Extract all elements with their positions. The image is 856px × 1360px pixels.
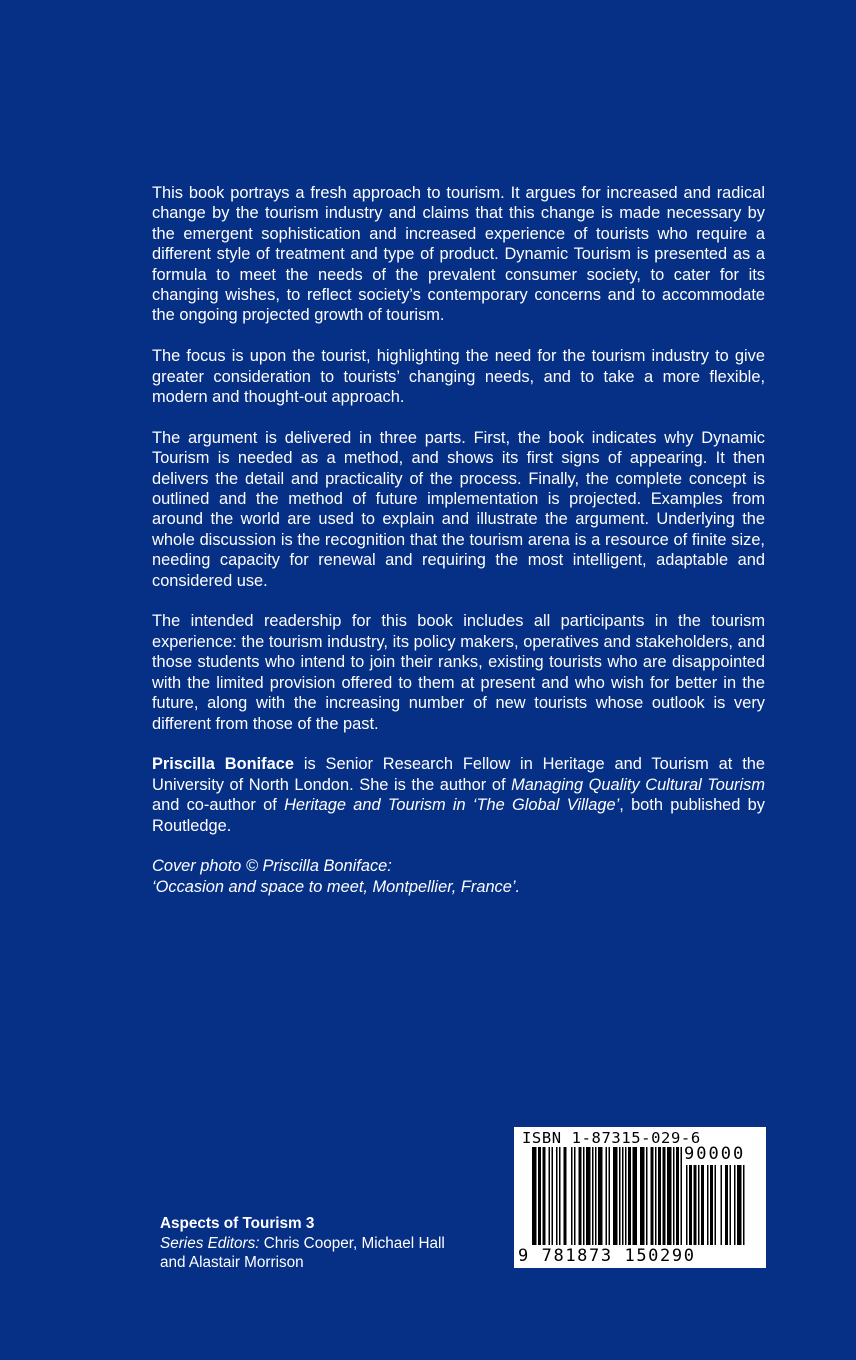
barcode-bar xyxy=(686,1165,688,1245)
series-editors-label: Series Editors: xyxy=(160,1234,260,1252)
barcode-bar xyxy=(646,1147,648,1245)
barcode-bar xyxy=(721,1165,723,1245)
barcode-bar xyxy=(592,1147,594,1245)
barcode-bar xyxy=(619,1147,621,1245)
barcode-bar xyxy=(681,1147,683,1245)
blurb-paragraph-3: The argument is delivered in three parts. First, the book indicates why Dynamic Tourism is needed as a method, and shows its first signs of appearing. It then delivers the detail and practicality of the process. Finally, the complete concept is outlined and the method of future implementation is projected. Examples from around the world are used to explain and illustrate the argument. Underlying the whole discussion is the recognition that the tourism arena is a resource of finite size, needing capacity for renewal and requiring the most intelligent, adaptable and considered use. xyxy=(152,428,765,590)
barcode-bar xyxy=(628,1147,631,1245)
barcode-addon-digits: 90000 xyxy=(684,1144,746,1164)
barcode-bar xyxy=(707,1165,709,1245)
author-book-1: Managing Quality Cultural Tourism xyxy=(511,775,765,794)
barcode-bar xyxy=(574,1147,576,1245)
author-book-2: Heritage and Tourism in ‘The Global Village’ xyxy=(284,796,620,815)
barcode-bar xyxy=(552,1147,554,1245)
barcode-bar xyxy=(667,1147,672,1245)
barcode-bar xyxy=(606,1147,608,1245)
barcode-bar xyxy=(651,1147,654,1245)
barcode-bar xyxy=(694,1165,697,1245)
ean-barcode-bars xyxy=(532,1147,682,1247)
barcode-bar xyxy=(730,1165,732,1245)
barcode-bar xyxy=(701,1165,704,1245)
barcode-bar xyxy=(734,1165,736,1245)
barcode-bar xyxy=(579,1147,582,1245)
barcode-bar xyxy=(559,1147,561,1245)
addon-barcode-bars xyxy=(686,1165,764,1247)
barcode-bar xyxy=(737,1165,742,1245)
barcode-bar xyxy=(655,1147,657,1245)
barcode-bar xyxy=(609,1147,611,1245)
barcode-bar xyxy=(564,1147,567,1245)
barcode-bar xyxy=(640,1147,645,1245)
blurb-paragraph-2: The focus is upon the tourist, highlighting the need for the tourism industry to give greater consideration to tourists’ changing needs, and to take a more flexible, modern and thought-out approach. xyxy=(152,347,765,407)
barcode-bar xyxy=(583,1147,585,1245)
author-bio-text-1: is Senior Research Fellow in Heritage and Tourism at the University of North London. She is the author of xyxy=(152,755,765,794)
series-editors-line-2: and Alastair Morrison xyxy=(160,1254,304,1271)
barcode-bar xyxy=(658,1147,661,1245)
barcode-bar xyxy=(532,1147,537,1245)
series-info xyxy=(160,1214,445,1273)
isbn-number: ISBN 1-87315-029-6 xyxy=(522,1129,701,1147)
barcode-bar xyxy=(556,1147,558,1245)
blurb-paragraph-4: The intended readership for this book includes all participants in the tourism experience: the tourism industry, its policy makers, operatives and stakeholders, and those students who intend to join their ranks, existing tourists who are disappointed with the limited provision offered to them at present and who wish for better in the future, along with the increasing number of new tourists whose outlook is very different from those of the past. xyxy=(152,612,765,733)
series-title: Aspects of Tourism 3 xyxy=(160,1215,315,1232)
barcode-bar xyxy=(571,1147,573,1245)
barcode-bar xyxy=(538,1147,541,1245)
barcode-bar xyxy=(598,1147,603,1245)
cover-photo-line-2: ‘Occasion and space to meet, Montpellier, France’. xyxy=(152,877,521,896)
barcode-bar xyxy=(622,1147,624,1245)
barcode-bar xyxy=(663,1147,666,1245)
barcode-bar xyxy=(743,1165,745,1245)
back-cover-blurb xyxy=(152,183,765,897)
barcode-bar xyxy=(698,1165,700,1245)
barcode-bar xyxy=(595,1147,597,1245)
cover-photo-line-1: Cover photo © Priscilla Boniface: xyxy=(152,857,392,876)
barcode-bar xyxy=(625,1147,627,1245)
author-name: Priscilla Boniface xyxy=(152,755,294,774)
barcode-bar xyxy=(586,1147,591,1245)
author-bio-text-3: , both published by Routledge. xyxy=(152,796,765,835)
barcode-bar xyxy=(673,1147,675,1245)
barcode-bar xyxy=(710,1165,713,1245)
barcode-bar xyxy=(715,1165,717,1245)
barcode-bar xyxy=(613,1147,618,1245)
ean-digits: 9 781873 150290 xyxy=(518,1246,696,1266)
barcode-bar xyxy=(633,1147,638,1245)
blurb-paragraph-1: This book portrays a fresh approach to tourism. It argues for increased and radical change by the tourism industry and claims that this change is made necessary by the emergent sophistication and increased experience of tourists who require a different style of treatment and type of product. Dynamic Tourism is presented as a formula to meet the needs of the prevalent consumer society, to cater for its changing wishes, to reflect society’s contemporary concerns and to accommodate the ongoing projected growth of tourism. xyxy=(152,184,765,325)
barcode-bar xyxy=(676,1147,679,1245)
barcode-bar xyxy=(689,1165,692,1245)
isbn-barcode xyxy=(514,1127,766,1268)
author-bio-text-2: and co-author of xyxy=(152,796,285,815)
author-bio xyxy=(152,754,765,836)
series-editors xyxy=(160,1234,445,1254)
series-editors-names: Chris Cooper, Michael Hall xyxy=(259,1234,445,1252)
barcode-bar xyxy=(725,1165,728,1245)
barcode-bar xyxy=(549,1147,551,1245)
cover-photo-credit xyxy=(152,856,765,897)
barcode-bar xyxy=(543,1147,546,1245)
